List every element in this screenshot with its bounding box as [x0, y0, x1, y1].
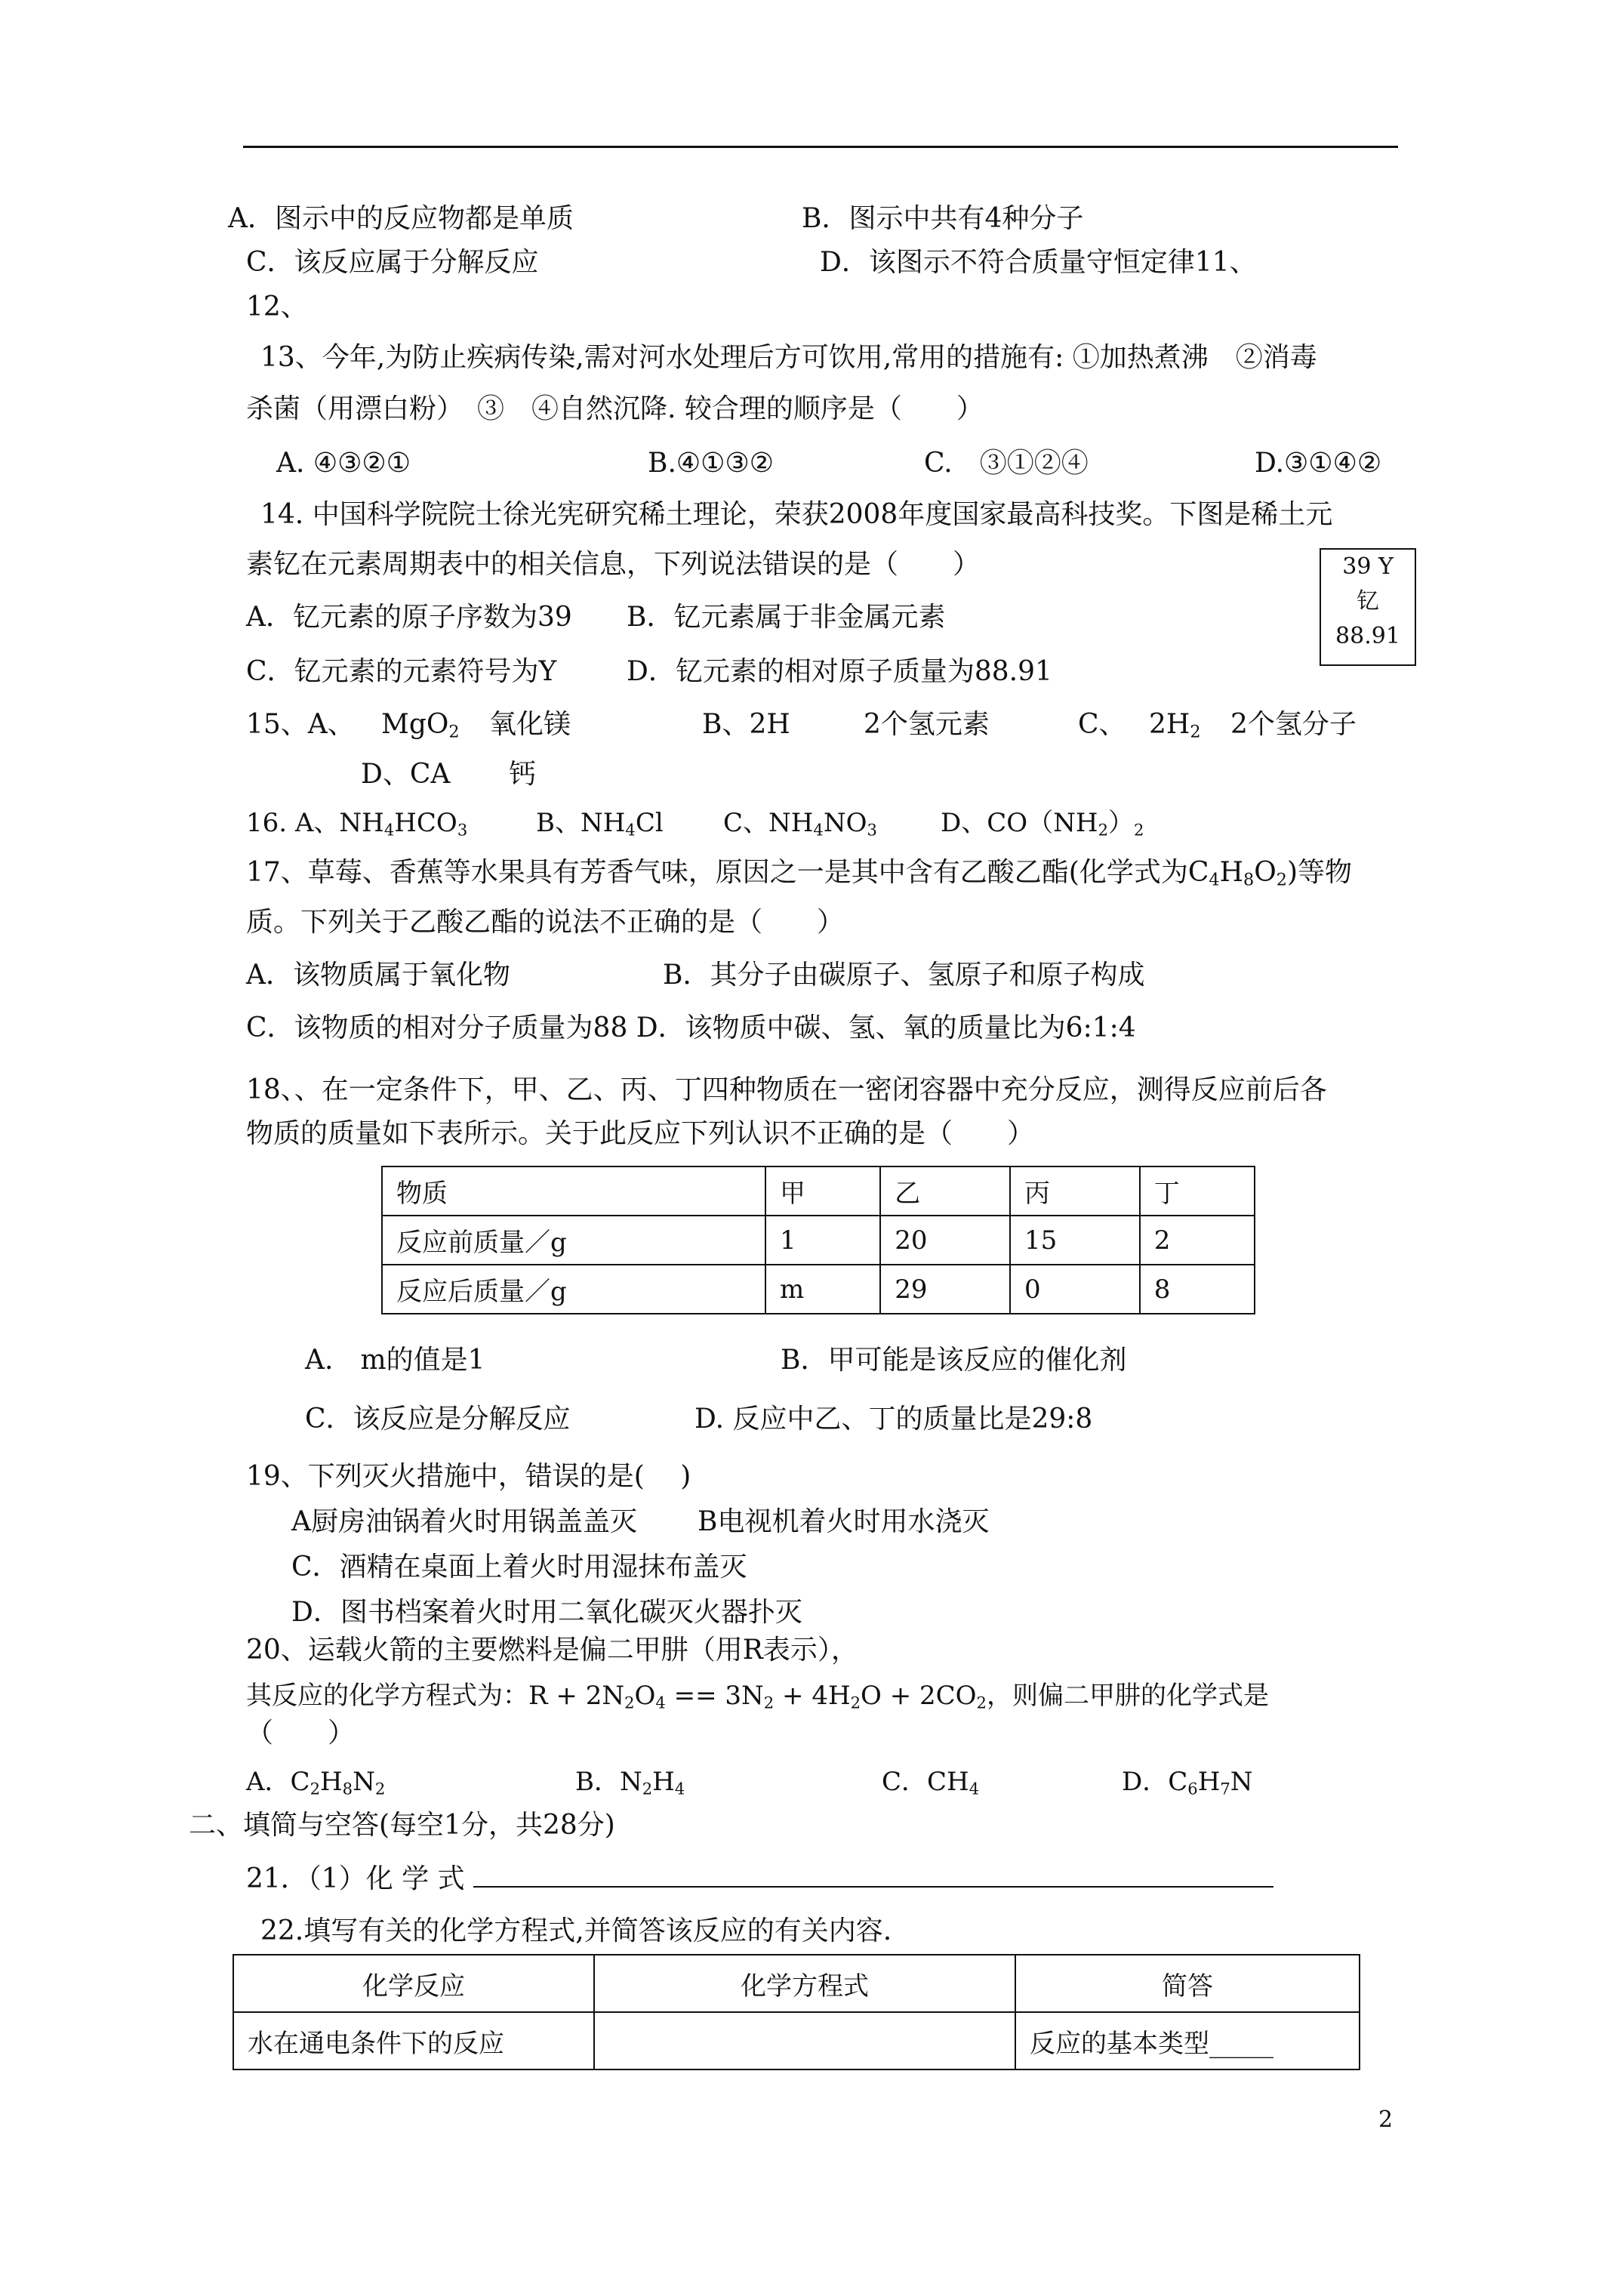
q14-option-a: A．钇元素的原子序数为39: [246, 602, 572, 633]
q15-option-c-formula: $2H_2$: [1149, 709, 1201, 742]
q14-option-d: D．钇元素的相对原子质量为88.91: [627, 656, 1052, 687]
q15-option-b-text: 2个氢元素: [864, 709, 990, 740]
q20-option-c: C．$CH_4$: [882, 1767, 980, 1798]
q21-answer-blank[interactable]: [473, 1862, 1273, 1888]
table-cell: 8: [1140, 1265, 1255, 1314]
yttrium-number-symbol: 39 Y: [1342, 553, 1394, 580]
q22-table: [233, 1954, 1360, 2070]
q16-option-a: 16. A、$NH_4HCO_3$: [246, 808, 468, 840]
q17-option-a: A．该物质属于氧化物: [246, 960, 510, 991]
q14-option-b: B．钇元素属于非金属元素: [627, 602, 946, 633]
yttrium-name: 钇: [1357, 588, 1379, 615]
q20-answer-bracket: （ ）: [246, 1718, 356, 1749]
table-cell: 反应后质量／g: [382, 1265, 765, 1314]
q20-option-a: A．$C_2H_8N_2$: [246, 1767, 386, 1798]
yttrium-element-box: [1320, 548, 1416, 666]
table-cell: 反应的基本类型_____: [1015, 2012, 1360, 2069]
q13-stem-line2: 杀菌（用漂白粉） ③ ④自然沉降. 较合理的顺序是（ ）: [246, 393, 984, 424]
header-rule: [243, 146, 1398, 148]
q21-line: [246, 1862, 1273, 1896]
q18-stem-line1: 18、、在一定条件下，甲、乙、丙、丁四种物质在一密闭容器中充分反应，测得反应前后各: [246, 1074, 1327, 1105]
q18-stem-line2: 物质的质量如下表所示。关于此反应下列认识不正确的是（ ）: [246, 1118, 1035, 1149]
q13-option-c: C. ③①②④: [924, 448, 1089, 479]
q17-stem-line1: 17、草莓、香蕉等水果具有芳香气味，原因之一是其中含有乙酸乙酯(化学式为$C_4H_8O_2$)等物: [246, 857, 1352, 890]
table-cell: m: [765, 1265, 880, 1314]
table-header-cell: 化学方程式: [594, 1955, 1015, 2012]
table-header-row: [233, 1955, 1360, 2012]
q20-option-b: B．$N_2H_4$: [575, 1767, 685, 1798]
table-row: [382, 1265, 1255, 1314]
table-cell: 2: [1140, 1216, 1255, 1265]
q10-option-a: A．图示中的反应物都是单质: [228, 203, 574, 234]
q17-option-cd: C．该物质的相对分子质量为88 D．该物质中碳、氢、氧的质量比为6:1:4: [246, 1012, 1136, 1043]
q20-equation-line: 其反应的化学方程式为：$R + 2N_2O_4 == 3N_2 + 4H_2O + 2CO_2$，则偏二甲肼的化学式是: [246, 1681, 1269, 1712]
section-2-heading: 二、填简与空答(每空1分，共28分): [189, 1810, 615, 1841]
q16-option-b: B、$NH_4Cl$: [536, 808, 664, 840]
q18-option-c: C．该反应是分解反应: [305, 1404, 571, 1435]
table-cell: 20: [880, 1216, 1010, 1265]
q20-option-d: D．$C_6H_7N$: [1122, 1767, 1253, 1798]
q20-stem-line1: 20、运载火箭的主要燃料是偏二甲肼（用R表示），: [246, 1635, 858, 1666]
table-cell: 15: [1010, 1216, 1140, 1265]
table-header-cell: 丙: [1010, 1166, 1140, 1216]
q18-option-b: B．甲可能是该反应的催化剂: [781, 1345, 1127, 1376]
q17-option-b: B．其分子由碳原子、氢原子和原子构成: [663, 960, 1145, 991]
q16-option-d: D、$CO(NH_2)_2$: [941, 808, 1144, 840]
q15-option-a-text: 氧化镁: [489, 709, 571, 740]
table-header-cell: 简答: [1015, 1955, 1360, 2012]
q15-prefix: 15、A、: [246, 709, 355, 740]
page-number: 2: [1378, 2106, 1394, 2133]
q18-option-a: A. m的值是1: [305, 1345, 485, 1376]
table-cell: 1: [765, 1216, 880, 1265]
q19-stem: 19、下列灭火措施中，错误的是( ): [246, 1461, 691, 1492]
table-row: [233, 2012, 1360, 2069]
q10-option-d: D．该图示不符合质量守恒定律11、: [820, 247, 1257, 278]
q21-label: 21．（1）化 学 式: [246, 1863, 465, 1894]
table-cell: 29: [880, 1265, 1010, 1314]
q10-option-b: B．图示中共有4种分子: [802, 203, 1084, 234]
q14-stem-line2: 素钇在元素周期表中的相关信息，下列说法错误的是（ ）: [246, 549, 981, 580]
q13-stem-line1: 13、今年,为防止疾病传染,需对河水处理后方可饮用,常用的措施有: ①加热煮沸 ②消毒: [260, 342, 1317, 373]
q19-option-c: C．酒精在桌面上着火时用湿抹布盖灭: [291, 1552, 747, 1583]
q16-option-c: C、$NH_4NO_3$: [723, 808, 877, 840]
q22-stem: 22.填写有关的化学方程式,并简答该反应的有关内容.: [260, 1915, 892, 1946]
q15-option-d: D、CA: [361, 759, 451, 790]
table-cell: 反应前质量／g: [382, 1216, 765, 1265]
q15-option-c-text: 2个氢分子: [1230, 709, 1357, 740]
q13-option-d: D.③①④②: [1255, 448, 1382, 479]
q10-option-c: C．该反应属于分解反应: [246, 247, 539, 278]
table-header-cell: 丁: [1140, 1166, 1255, 1216]
q19-option-a: A厨房油锅着火时用锅盖盖灭: [291, 1506, 637, 1537]
table-header-cell: 甲: [765, 1166, 880, 1216]
q18-mass-table: [381, 1166, 1255, 1314]
table-header-row: [382, 1166, 1255, 1216]
table-header-cell: 化学反应: [233, 1955, 594, 2012]
q13-option-b: B.④①③②: [648, 448, 774, 479]
q15-option-a-formula: MgO$_2$: [381, 709, 460, 742]
table-header-cell: 物质: [382, 1166, 765, 1216]
table-cell: 水在通电条件下的反应: [233, 2012, 594, 2069]
yttrium-mass: 88.91: [1335, 623, 1400, 649]
q15-option-b: B、2H: [702, 709, 790, 740]
q14-stem-line1: 14. 中国科学院院士徐光宪研究稀土理论，荣获2008年度国家最高科技奖。下图是稀土元: [260, 499, 1333, 530]
table-row: [382, 1216, 1255, 1265]
q12-number: 12、: [246, 291, 308, 322]
q14-option-c: C．钇元素的元素符号为Y: [246, 656, 557, 687]
q17-stem-line2: 质。下列关于乙酸乙酯的说法不正确的是（ ）: [246, 907, 845, 938]
table-header-cell: 乙: [880, 1166, 1010, 1216]
q15-option-c: C、: [1078, 709, 1126, 740]
q18-option-d: D. 反应中乙、丁的质量比是29:8: [694, 1404, 1093, 1435]
equation-answer-cell[interactable]: [594, 2012, 1015, 2069]
q19-option-d: D．图书档案着火时用二氧化碳灭火器扑灭: [291, 1597, 802, 1628]
q19-option-b: B电视机着火时用水浇灭: [698, 1506, 990, 1537]
q15-option-d-text: 钙: [509, 759, 537, 790]
table-cell: 0: [1010, 1265, 1140, 1314]
q13-option-a: A. ④③②①: [276, 448, 411, 479]
